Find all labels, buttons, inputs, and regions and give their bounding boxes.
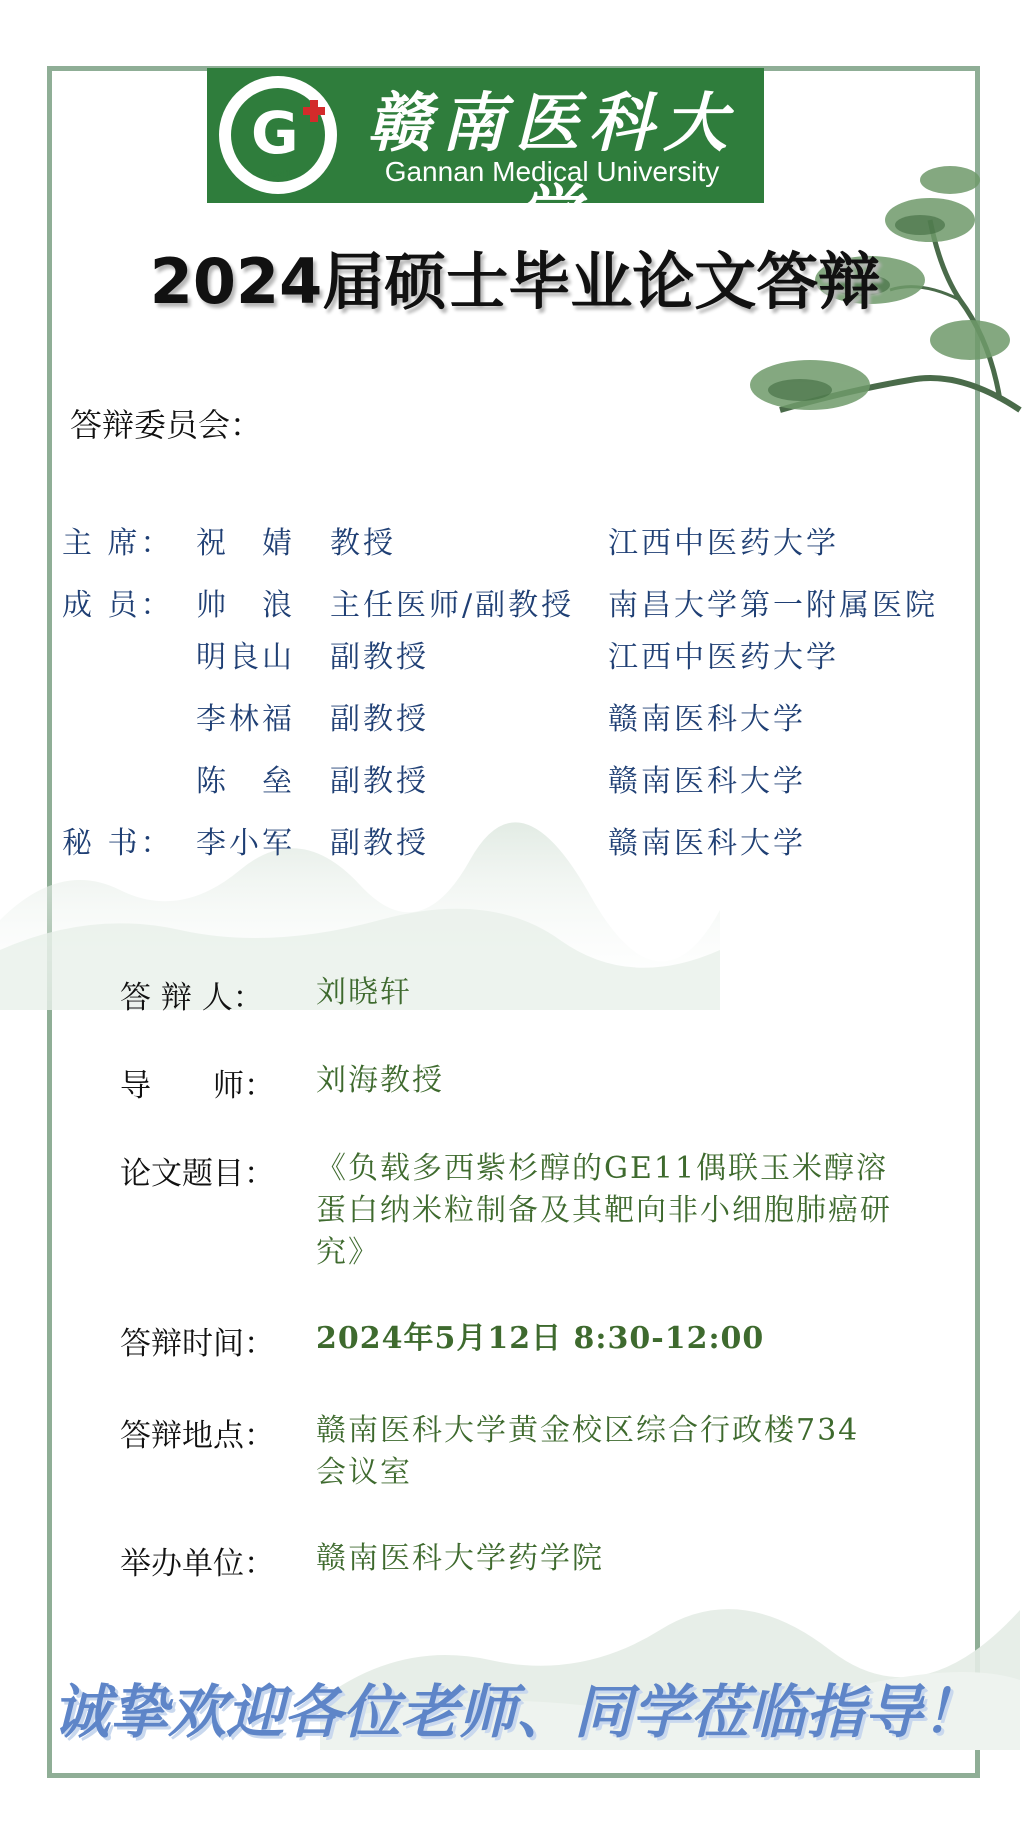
university-name-cn: 赣南医科大学 xyxy=(367,86,737,253)
location-value: 赣南医科大学黄金校区综合行政楼734会议室 xyxy=(316,1413,860,1490)
welcome-slogan: 诚挚欢迎各位老师、同学莅临指导！ xyxy=(52,1678,981,1746)
university-name-en: Gannan Medical University xyxy=(384,156,720,187)
university-emblem-icon xyxy=(219,76,337,194)
committee-title: 副教授 xyxy=(330,640,429,675)
committee-title: 副教授 xyxy=(330,764,429,799)
committee-institution: 赣南医科大学 xyxy=(608,826,806,861)
university-logo-banner xyxy=(207,68,764,253)
location-label: 答辩地点： xyxy=(120,1418,275,1454)
defender-label: 答 辩 人： xyxy=(120,980,264,1016)
committee-institution: 江西中医药大学 xyxy=(608,640,839,675)
emblem-year: 1941 xyxy=(264,169,292,180)
committee-name: 陈 垒 xyxy=(196,764,295,799)
advisor-label: 导 师： xyxy=(120,1068,275,1104)
advisor-value: 刘海教授 xyxy=(316,1063,444,1098)
committee-name: 帅 浪 xyxy=(196,588,295,623)
committee-institution: 赣南医科大学 xyxy=(608,764,806,799)
defender-value: 刘晓轩 xyxy=(316,975,412,1010)
committee-role: 秘 书： xyxy=(62,826,174,861)
committee-role: 主 席： xyxy=(62,526,174,561)
committee-title: 副教授 xyxy=(330,702,429,737)
committee-institution: 江西中医药大学 xyxy=(608,526,839,561)
committee-row xyxy=(0,518,1024,566)
committee-name: 明良山 xyxy=(196,640,295,675)
committee-row xyxy=(0,756,1024,804)
committee-name: 李林福 xyxy=(196,702,295,737)
committee-row xyxy=(0,632,1024,680)
medical-cross-icon xyxy=(303,100,325,122)
committee-role: 成 员： xyxy=(62,588,174,623)
committee-row xyxy=(0,580,1024,628)
committee-institution: 赣南医科大学 xyxy=(608,702,806,737)
time-label: 答辩时间： xyxy=(120,1326,275,1362)
committee-row xyxy=(0,694,1024,742)
thesis-label: 论文题目： xyxy=(120,1156,275,1192)
committee-name: 祝 婧 xyxy=(196,526,295,561)
organizer-value: 赣南医科大学药学院 xyxy=(316,1541,604,1576)
page-title: 2024届硕士毕业论文答辩 xyxy=(149,245,881,318)
committee-name: 李小军 xyxy=(196,826,295,861)
committee-heading: 答辩委员会： xyxy=(70,406,263,444)
organizer-label: 举办单位： xyxy=(120,1546,275,1582)
committee-institution: 南昌大学第一附属医院 xyxy=(608,588,938,623)
thesis-value: 《负载多西紫杉醇的GE11偶联玉米醇溶蛋白纳米粒制备及其靶向非小细胞肺癌研究》 xyxy=(316,1151,892,1270)
time-value: 2024年5月12日 8:30-12:00 xyxy=(316,1321,765,1356)
committee-title: 副教授 xyxy=(330,826,429,861)
committee-title: 主任医师/副教授 xyxy=(330,588,575,623)
committee-row xyxy=(0,818,1024,866)
emblem-g-mark: G xyxy=(251,99,299,167)
committee-title: 教授 xyxy=(330,526,396,561)
